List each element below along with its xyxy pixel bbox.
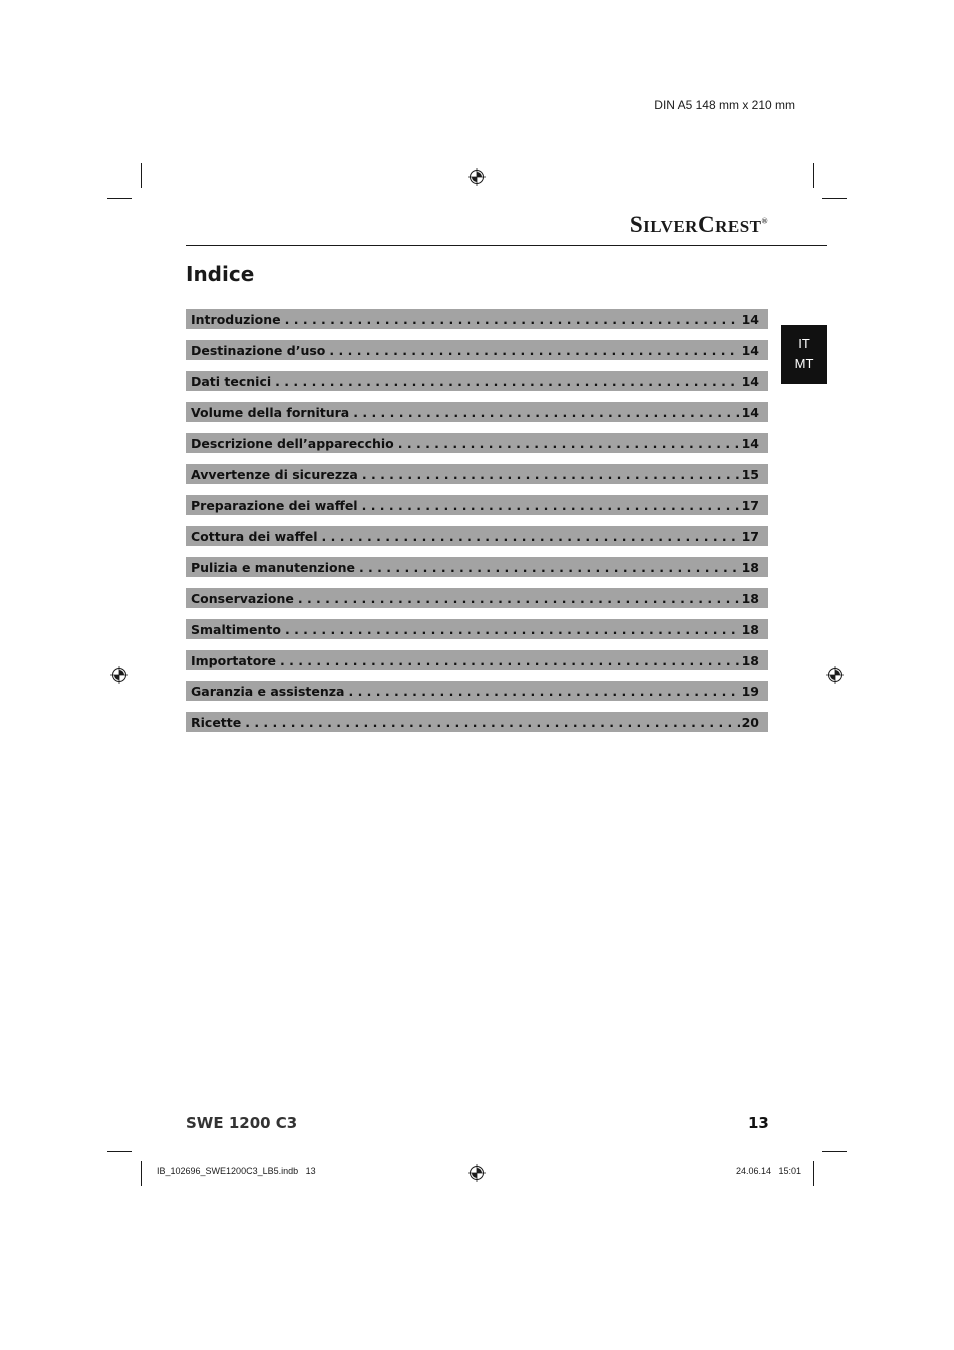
- toc-entry-preparazione-waffel[interactable]: [186, 495, 768, 515]
- toc-entry-descrizione-apparecchio[interactable]: [186, 433, 768, 453]
- registration-mark-icon: [468, 1164, 486, 1182]
- page-title: Indice: [186, 262, 255, 286]
- toc-leader: [353, 405, 739, 420]
- toc-entry-smaltimento[interactable]: [186, 619, 768, 639]
- toc-entry-destinazione-uso[interactable]: [186, 340, 768, 360]
- footer-page-number: 13: [748, 1114, 769, 1132]
- toc-page: 18: [741, 559, 759, 575]
- toc-entry-introduzione[interactable]: [186, 309, 768, 329]
- toc-label: Destinazione d’uso: [191, 342, 326, 358]
- toc-leader: [298, 591, 740, 606]
- toc-label: Garanzia e assistenza: [191, 683, 345, 699]
- toc-page: 18: [741, 621, 759, 637]
- language-code: MT: [794, 356, 814, 371]
- toc-label: Pulizia e manutenzione: [191, 559, 355, 575]
- toc-entry-garanzia-assistenza[interactable]: [186, 681, 768, 701]
- toc-label: Conservazione: [191, 590, 294, 606]
- toc-label: Descrizione dell’apparecchio: [191, 435, 394, 451]
- toc-page: 15: [741, 466, 759, 482]
- crop-mark: [822, 1151, 847, 1152]
- toc-page: 19: [741, 683, 759, 699]
- table-of-contents: [186, 309, 768, 743]
- toc-leader: [348, 684, 739, 699]
- toc-label: Dati tecnici: [191, 373, 272, 389]
- crop-mark: [822, 198, 847, 199]
- toc-leader: [362, 467, 740, 482]
- toc-label: Avvertenze di sicurezza: [191, 466, 358, 482]
- toc-entry-importatore[interactable]: [186, 650, 768, 670]
- toc-entry-avvertenze-sicurezza[interactable]: [186, 464, 768, 484]
- registration-mark-icon: [826, 666, 844, 684]
- language-code: IT: [798, 336, 810, 351]
- toc-leader: [329, 343, 739, 358]
- crop-mark: [141, 1161, 142, 1186]
- crop-mark: [107, 1151, 132, 1152]
- toc-label: Preparazione dei waffel: [191, 497, 358, 513]
- crop-mark: [107, 198, 132, 199]
- toc-page: 17: [741, 528, 759, 544]
- language-tab: [781, 325, 827, 384]
- footer-model: SWE 1200 C3: [186, 1114, 298, 1132]
- toc-leader: [275, 374, 739, 389]
- header-rule: [186, 245, 827, 246]
- toc-entry-cottura-waffel[interactable]: [186, 526, 768, 546]
- toc-entry-ricette[interactable]: [186, 712, 768, 732]
- toc-label: Introduzione: [191, 311, 281, 327]
- crop-mark: [141, 163, 142, 188]
- toc-leader: [322, 529, 740, 544]
- toc-label: Cottura dei waffel: [191, 528, 318, 544]
- toc-leader: [280, 653, 740, 668]
- toc-page: 14: [741, 373, 759, 389]
- toc-page: 18: [741, 590, 759, 606]
- crop-mark: [813, 163, 814, 188]
- toc-leader: [398, 436, 740, 451]
- toc-label: Volume della fornitura: [191, 404, 350, 420]
- toc-label: Importatore: [191, 652, 276, 668]
- registration-mark-icon: [110, 666, 128, 684]
- crop-mark: [813, 1161, 814, 1186]
- toc-leader: [245, 715, 739, 730]
- toc-page: 14: [741, 404, 759, 420]
- toc-label: Smaltimento: [191, 621, 281, 637]
- toc-page: 14: [741, 342, 759, 358]
- toc-leader: [285, 622, 740, 637]
- registration-mark-icon: [468, 168, 486, 186]
- toc-page: 14: [741, 311, 759, 327]
- print-format-label: DIN A5 148 mm x 210 mm: [654, 98, 795, 112]
- toc-label: Ricette: [191, 714, 242, 730]
- toc-leader: [362, 498, 740, 513]
- brand-logo: SILVERCREST®: [629, 212, 768, 237]
- toc-page: 18: [741, 652, 759, 668]
- toc-page: 17: [741, 497, 759, 513]
- toc-leader: [359, 560, 740, 575]
- toc-entry-dati-tecnici[interactable]: [186, 371, 768, 391]
- toc-entry-conservazione[interactable]: [186, 588, 768, 608]
- toc-entry-volume-fornitura[interactable]: [186, 402, 768, 422]
- print-slug-file: IB_102696_SWE1200C3_LB5.indb 13: [157, 1166, 316, 1176]
- toc-page: 20: [741, 714, 759, 730]
- toc-entry-pulizia-manutenzione[interactable]: [186, 557, 768, 577]
- print-slug-date: 24.06.14 15:01: [736, 1166, 802, 1176]
- toc-page: 14: [741, 435, 759, 451]
- toc-leader: [285, 312, 740, 327]
